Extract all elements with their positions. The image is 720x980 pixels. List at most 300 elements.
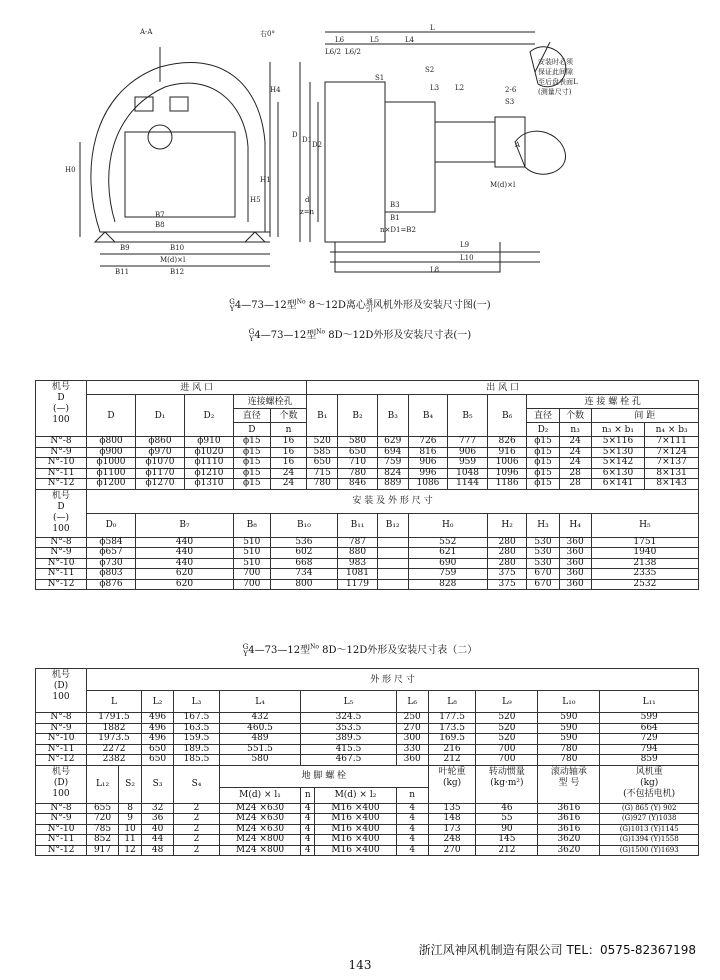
table-cell: ϕ15 <box>233 458 270 469</box>
dim-label: L4 <box>405 36 415 44</box>
table-cell: ϕ15 <box>233 468 270 479</box>
col-header: n₄ × b₃ <box>645 423 699 437</box>
jihao-cell <box>36 489 87 537</box>
table-cell: 24 <box>559 447 591 458</box>
table-cell: M16 ×400 <box>315 835 396 846</box>
col-header: D <box>233 423 270 437</box>
table-cell: M16 ×400 <box>315 824 396 835</box>
table-cell: 4 <box>396 824 428 835</box>
dim-label: L6 <box>335 36 345 44</box>
table-cell: 5×116 <box>591 437 645 448</box>
table-cell: 650 <box>142 744 174 755</box>
table-row <box>36 537 699 548</box>
table-cell: 794 <box>600 744 699 755</box>
table-cell: 8×143 <box>645 479 699 490</box>
table-cell: ϕ15 <box>233 437 270 448</box>
table-cell: 7×124 <box>645 447 699 458</box>
table-cell <box>377 548 408 559</box>
caption-text: Y <box>229 304 235 313</box>
table-cell: ϕ876 <box>87 579 136 590</box>
jihao-cell <box>36 765 87 803</box>
table-cell: 670 <box>527 569 559 580</box>
caption-text: No <box>296 298 306 306</box>
caption-text: 8D～12D外形及安装尺寸表(一) <box>328 330 472 341</box>
install-header: 安 装 及 外 形 尺 寸 <box>87 489 699 513</box>
col-header: L₁₁ <box>600 691 699 713</box>
table-cell: 467.5 <box>301 755 396 766</box>
table-cell: 5×142 <box>591 458 645 469</box>
col-header: H₅ <box>591 513 698 537</box>
table-cell: 4 <box>301 803 315 814</box>
dim-label: L3 <box>430 84 440 92</box>
caption-text: (—) <box>52 404 70 414</box>
dim-label: L <box>430 24 435 32</box>
col-header: H₄ <box>559 513 591 537</box>
table-cell: 28 <box>559 479 591 490</box>
table-row <box>36 713 699 724</box>
col-header: 连 接 螺 栓 孔 <box>527 395 699 409</box>
table-cell: 1086 <box>408 479 448 490</box>
table-cell <box>377 579 408 590</box>
table-cell: 1096 <box>487 468 527 479</box>
table-cell: 1179 <box>338 579 378 590</box>
table-cell: ϕ1170 <box>135 468 184 479</box>
table-cell: 889 <box>377 479 408 490</box>
caption-text: No <box>316 328 326 336</box>
table-cell: ϕ900 <box>87 447 136 458</box>
table-cell: 4 <box>301 835 315 846</box>
col-header: H₃ <box>527 513 559 537</box>
caption-text: D <box>57 393 65 403</box>
table-cell: 510 <box>233 558 270 569</box>
caption-text: 引 <box>365 304 373 313</box>
table-cell: 7×111 <box>645 437 699 448</box>
table-cell: 602 <box>270 548 338 559</box>
table-cell: 510 <box>233 537 270 548</box>
caption-text: 4—73—12型 <box>254 330 317 341</box>
row-label: N°-12 <box>36 845 87 856</box>
table-cell: 530 <box>527 558 559 569</box>
dim-label: H1 <box>260 176 271 184</box>
col-header: L₂ <box>142 691 174 713</box>
table-cell: 40 <box>142 824 174 835</box>
table-cell: 650 <box>307 458 338 469</box>
table-cell: 590 <box>538 734 600 745</box>
col-header: 地 脚 螺 栓 <box>219 765 428 787</box>
table-cell: 10 <box>119 824 142 835</box>
table-cell: 599 <box>600 713 699 724</box>
figure-caption <box>0 296 720 313</box>
table-cell: 906 <box>408 458 448 469</box>
table-cell: 720 <box>87 814 119 825</box>
table-cell: 585 <box>307 447 338 458</box>
row-label: N°-10 <box>36 824 87 835</box>
table-row <box>36 824 699 835</box>
table-cell: 375 <box>487 579 527 590</box>
caption-text: 4—73—12型 <box>234 300 297 311</box>
table-cell: ϕ860 <box>135 437 184 448</box>
table-cell: 496 <box>142 734 174 745</box>
table-row <box>36 458 699 469</box>
table-cell: 280 <box>487 537 527 548</box>
table-cell: 389.5 <box>301 734 396 745</box>
table-cell: 551.5 <box>219 744 300 755</box>
table-cell: 828 <box>408 579 487 590</box>
table-cell: 852 <box>87 835 119 846</box>
table-cell: 324.5 <box>301 713 396 724</box>
table-cell: 700 <box>476 755 538 766</box>
table-cell: 1940 <box>591 548 698 559</box>
table-cell: (G) 865 (Y) 902 <box>600 803 699 814</box>
table-cell: 1791.5 <box>87 713 142 724</box>
table-cell: 148 <box>428 814 476 825</box>
caption-text: 机号 <box>51 670 70 680</box>
table-cell: ϕ584 <box>87 537 136 548</box>
col-header: D₂ <box>527 423 559 437</box>
table-cell: M24 ×800 <box>219 835 300 846</box>
table-cell: 580 <box>338 437 378 448</box>
table-cell: 360 <box>559 569 591 580</box>
table-cell: ϕ803 <box>87 569 136 580</box>
table-cell: 552 <box>408 537 487 548</box>
table-cell: 4 <box>396 814 428 825</box>
table-cell: 270 <box>396 723 428 734</box>
table-cell: 300 <box>396 734 428 745</box>
table-cell: 530 <box>527 537 559 548</box>
table-cell: 440 <box>135 537 233 548</box>
table-cell: (G)1500 (Y)1693 <box>600 845 699 856</box>
table-cell: 520 <box>476 723 538 734</box>
table-row <box>36 845 699 856</box>
table-cell: 959 <box>448 458 488 469</box>
table-cell: 1006 <box>487 458 527 469</box>
col-header: D₁ <box>135 395 184 437</box>
caption-text: 机号 <box>51 490 70 501</box>
table-cell: 664 <box>600 723 699 734</box>
table-cell: 2 <box>174 835 220 846</box>
col-header: 间 距 <box>591 409 698 423</box>
table-cell: ϕ1100 <box>87 468 136 479</box>
table-cell: ϕ657 <box>87 548 136 559</box>
table-cell: 780 <box>538 755 600 766</box>
dim-label: B9 <box>120 244 130 252</box>
table-cell: 700 <box>233 569 270 580</box>
table-cell: 16 <box>270 458 307 469</box>
col-header: n₃ × b₁ <box>591 423 645 437</box>
table-cell: 3616 <box>538 803 600 814</box>
dim-label: M(d)×l <box>490 181 516 189</box>
table-cell: 2272 <box>87 744 142 755</box>
table-cell: M24 ×630 <box>219 824 300 835</box>
table-cell: 690 <box>408 558 487 569</box>
table-cell: 700 <box>476 744 538 755</box>
table-cell: 2138 <box>591 558 698 569</box>
caption-text: (不包括电机) <box>623 788 676 799</box>
table-cell: 360 <box>559 537 591 548</box>
col-header: D₀ <box>87 513 136 537</box>
table-cell: 629 <box>377 437 408 448</box>
dim-label: M(d)×l <box>160 256 186 264</box>
row-label: N°-8 <box>36 437 87 448</box>
table-cell: 1973.5 <box>87 734 142 745</box>
table-cell: 536 <box>270 537 338 548</box>
table-cell: 173 <box>428 824 476 835</box>
col-header: 直径 <box>527 409 559 423</box>
caption-text: 风机重 <box>635 766 663 777</box>
col-header: B₁ <box>307 395 338 437</box>
caption-text: 转动惯量 <box>488 766 525 777</box>
table-cell: 880 <box>338 548 378 559</box>
table-cell: 16 <box>270 447 307 458</box>
table-cell: 580 <box>219 755 300 766</box>
table-cell: 135 <box>428 803 476 814</box>
col-header <box>538 765 600 803</box>
table-row <box>36 479 699 490</box>
caption-text: (D) <box>53 681 69 691</box>
table-cell: 270 <box>428 845 476 856</box>
table-cell: 520 <box>476 734 538 745</box>
table-cell: 715 <box>307 468 338 479</box>
table-cell: ϕ15 <box>527 458 559 469</box>
col-header: L₃ <box>174 691 220 713</box>
table-cell: 55 <box>476 814 538 825</box>
col-header: 直径 <box>233 409 270 423</box>
col-header: n₃ <box>559 423 591 437</box>
table-cell: 173.5 <box>428 723 476 734</box>
table-cell: M24 ×800 <box>219 845 300 856</box>
dim-label: n×D1=B2 <box>380 226 416 234</box>
row-label: N°-8 <box>36 537 87 548</box>
note-line-1: 安装时必须 <box>538 58 573 66</box>
table-cell: 759 <box>408 569 487 580</box>
row-label: N°-12 <box>36 579 87 590</box>
table-cell: 1144 <box>448 479 488 490</box>
table-cell: 280 <box>487 548 527 559</box>
col-header: S₂ <box>119 765 142 803</box>
table-cell: M24 ×630 <box>219 803 300 814</box>
table-cell: 16 <box>270 437 307 448</box>
table-cell: 670 <box>527 579 559 590</box>
row-label: N°-11 <box>36 569 87 580</box>
table-cell: 415.5 <box>301 744 396 755</box>
table-cell: 440 <box>135 558 233 569</box>
inlet-header: 进 风 口 <box>87 381 307 395</box>
table-cell: 145 <box>476 835 538 846</box>
table-cell: 668 <box>270 558 338 569</box>
caption-text: 100 <box>52 692 70 702</box>
row-label: N°-9 <box>36 814 87 825</box>
table-cell: 710 <box>338 458 378 469</box>
caption-text: 型 号 <box>558 777 580 788</box>
table-cell: 212 <box>428 755 476 766</box>
dim-label: L9 <box>460 241 470 249</box>
col-header: B₂ <box>338 395 378 437</box>
col-header: L₉ <box>476 691 538 713</box>
dim-label: L6/2 <box>325 48 341 56</box>
table-cell: 917 <box>87 845 119 856</box>
table-cell: 216 <box>428 744 476 755</box>
page-number: 143 <box>348 958 372 972</box>
table1-caption <box>0 326 720 343</box>
table-cell <box>377 558 408 569</box>
table-cell: 432 <box>219 713 300 724</box>
table-row <box>36 548 699 559</box>
table-cell: 248 <box>428 835 476 846</box>
table-cell: 650 <box>142 755 174 766</box>
table-cell: M16 ×400 <box>315 814 396 825</box>
table-cell: M16 ×400 <box>315 803 396 814</box>
table-cell: 785 <box>87 824 119 835</box>
table-cell: 212 <box>476 845 538 856</box>
table-cell: 620 <box>135 579 233 590</box>
dim-label: A <box>515 141 521 149</box>
table-cell: 726 <box>408 437 448 448</box>
table-cell: 530 <box>527 548 559 559</box>
table-cell: ϕ1020 <box>184 447 233 458</box>
col-header: B₆ <box>487 395 527 437</box>
row-label: N°-10 <box>36 458 87 469</box>
col-header: S₄ <box>174 765 220 803</box>
table-cell: 2 <box>174 814 220 825</box>
col-header: H₀ <box>408 513 487 537</box>
table-cell: 8×131 <box>645 468 699 479</box>
table-cell: ϕ800 <box>87 437 136 448</box>
table-cell: 510 <box>233 548 270 559</box>
table-row <box>36 734 699 745</box>
caption-text: 通 <box>365 297 373 306</box>
table-cell: 360 <box>559 558 591 569</box>
table-cell: 8 <box>119 803 142 814</box>
row-label: N°-11 <box>36 744 87 755</box>
table-cell: ϕ1210 <box>184 468 233 479</box>
table-cell: ϕ15 <box>527 437 559 448</box>
table-cell: (G)927 (Y)1038 <box>600 814 699 825</box>
table-cell: 489 <box>219 734 300 745</box>
section-label: A-A <box>140 28 153 36</box>
table-cell: ϕ970 <box>135 447 184 458</box>
table-row <box>36 755 699 766</box>
table-cell: ϕ15 <box>233 479 270 490</box>
table-cell: 353.5 <box>301 723 396 734</box>
col-header: L₄ <box>219 691 300 713</box>
table-cell: 5×130 <box>591 447 645 458</box>
col-header: B₄ <box>408 395 448 437</box>
table-cell: 375 <box>487 569 527 580</box>
table-cell: 826 <box>487 437 527 448</box>
table-cell: 28 <box>559 468 591 479</box>
table-cell: 520 <box>307 437 338 448</box>
table-cell: 780 <box>307 479 338 490</box>
table-cell: 167.5 <box>174 713 220 724</box>
table-cell: 780 <box>338 468 378 479</box>
table-cell: 590 <box>538 713 600 724</box>
table-cell: 6×130 <box>591 468 645 479</box>
row-label: N°-9 <box>36 723 87 734</box>
table-cell: 983 <box>338 558 378 569</box>
table-row <box>36 558 699 569</box>
dim-label: B8 <box>155 221 165 229</box>
table-cell: 32 <box>142 803 174 814</box>
table-row <box>36 579 699 590</box>
col-header: n <box>396 787 428 803</box>
table-cell: M24 ×630 <box>219 814 300 825</box>
table-cell: 4 <box>301 824 315 835</box>
table-cell: 2 <box>174 824 220 835</box>
table-cell: 4 <box>301 845 315 856</box>
table-cell: 163.5 <box>174 723 220 734</box>
table-cell: 12 <box>119 845 142 856</box>
table-cell <box>377 569 408 580</box>
table-cell: ϕ1000 <box>87 458 136 469</box>
table-cell: 1882 <box>87 723 142 734</box>
dim-label: D2 <box>312 141 323 149</box>
dim-label: z=n <box>300 208 315 216</box>
col-header: n <box>301 787 315 803</box>
table-cell: 2532 <box>591 579 698 590</box>
col-header: D <box>87 395 136 437</box>
table-cell: 4 <box>396 845 428 856</box>
col-header: B₁₂ <box>377 513 408 537</box>
dim-label: L5 <box>370 36 380 44</box>
col-header: B₃ <box>377 395 408 437</box>
col-header <box>476 765 538 803</box>
dim-label: L6/2 <box>345 48 361 56</box>
table-cell: 7×137 <box>645 458 699 469</box>
dim-label: H0 <box>65 166 76 174</box>
table-cell: 694 <box>377 447 408 458</box>
col-header: L₁₂ <box>87 765 119 803</box>
table-cell: 1048 <box>448 468 488 479</box>
caption-text: (kg·m²) <box>490 777 524 788</box>
row-label: N°-11 <box>36 468 87 479</box>
col-header: 个数 <box>559 409 591 423</box>
table-cell: ϕ15 <box>527 468 559 479</box>
table-row <box>36 835 699 846</box>
caption-text: 8～12D离心 <box>308 300 366 311</box>
caption-text: (D) <box>53 777 69 788</box>
table-cell: 729 <box>600 734 699 745</box>
dim-label: L8 <box>430 266 440 274</box>
caption-text: 100 <box>52 415 70 425</box>
table-cell: 44 <box>142 835 174 846</box>
table-cell: 1751 <box>591 537 698 548</box>
row-label: N°-9 <box>36 447 87 458</box>
caption-text: (—) <box>52 512 70 523</box>
row-label: N°-8 <box>36 803 87 814</box>
table-cell: 9 <box>119 814 142 825</box>
table-cell: 3616 <box>538 824 600 835</box>
table-cell: 700 <box>233 579 270 590</box>
table-row <box>36 803 699 814</box>
table-cell: 2 <box>174 803 220 814</box>
table-cell: 2382 <box>87 755 142 766</box>
dim-label: B1 <box>390 214 400 222</box>
table-cell: 496 <box>142 723 174 734</box>
caption-text: 4—73—12型 <box>248 645 311 656</box>
table-cell: 1186 <box>487 479 527 490</box>
caption-text: 滚动轴承 <box>550 766 587 777</box>
dim-label: L10 <box>460 254 474 262</box>
spec-table-2 <box>35 668 699 856</box>
table-cell: 169.5 <box>428 734 476 745</box>
table-cell: 189.5 <box>174 744 220 755</box>
caption-text: 机号 <box>51 382 70 392</box>
table-cell: ϕ1070 <box>135 458 184 469</box>
dim-label: B10 <box>170 244 185 252</box>
table-cell: 360 <box>396 755 428 766</box>
table-cell: 440 <box>135 548 233 559</box>
table-cell: 159.5 <box>174 734 220 745</box>
